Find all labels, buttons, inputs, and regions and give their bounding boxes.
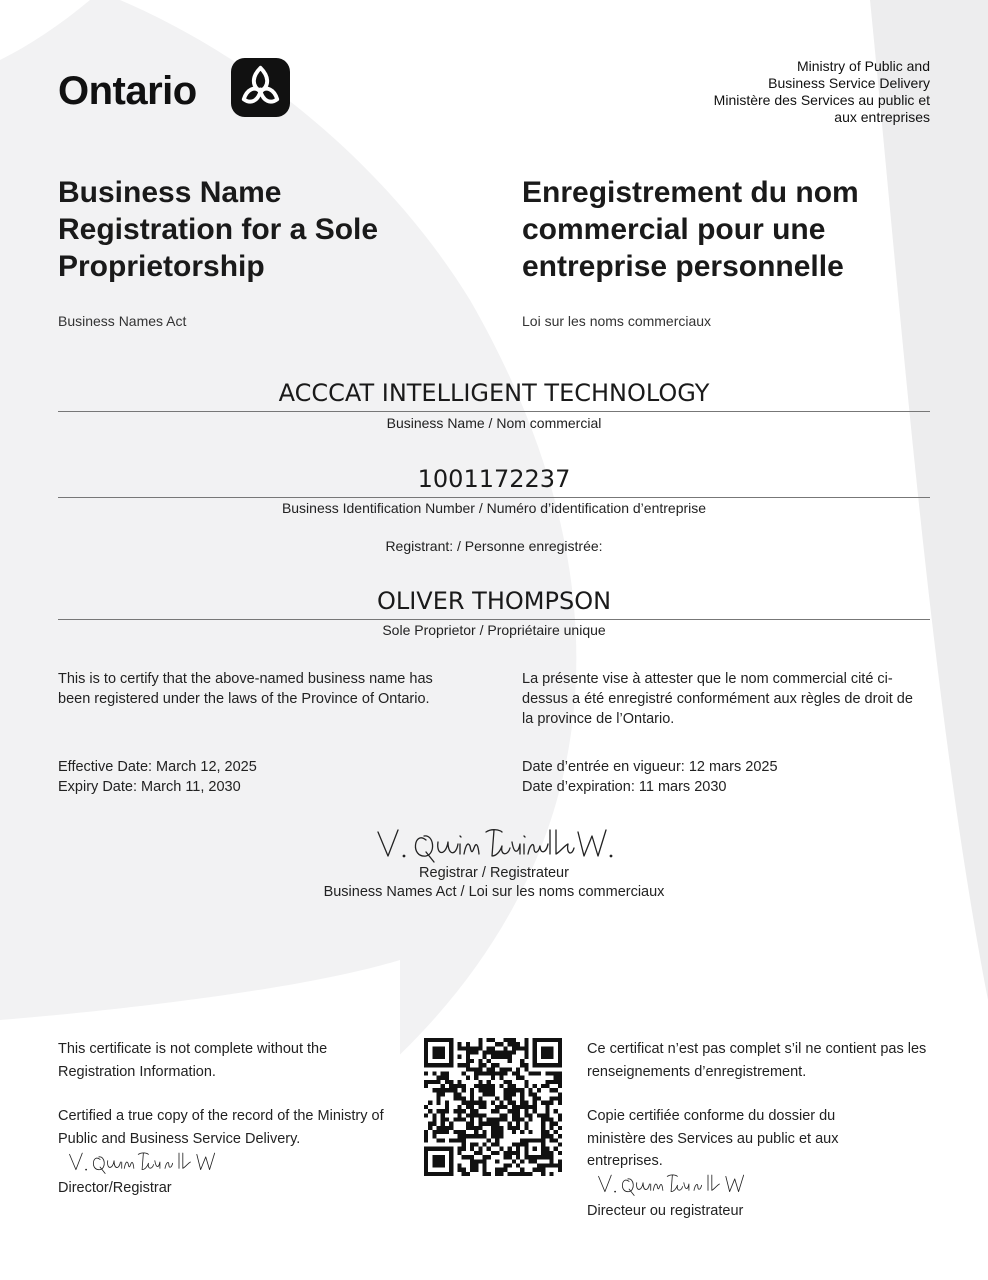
- effective-date-french: Date d’entrée en vigueur: 12 mars 2025: [522, 759, 778, 775]
- registrar-signature: [374, 822, 616, 866]
- bin-value: 1001172237: [417, 465, 571, 493]
- ministry-line: Business Service Delivery: [768, 75, 930, 91]
- act-name-french: Loi sur les noms commerciaux: [522, 313, 712, 329]
- registrant-name: OLIVER THOMPSON: [376, 587, 612, 615]
- trillium-icon: [231, 58, 290, 117]
- title-french: Enregistrement du nom commercial pour une entreprise personnelle: [522, 176, 859, 283]
- ministry-name: [714, 58, 930, 126]
- qr-code-icon: [424, 1038, 562, 1176]
- registrant-role: Sole Proprietor / Propriétaire unique: [382, 622, 606, 638]
- certified-copy-french: Copie certifiée conforme du dossier du ministère des Services au public et aux entreprises.: [587, 1108, 839, 1169]
- incomplete-notice-english: This certificate is not complete without the Registration Information.: [58, 1041, 328, 1080]
- director-title-french: Directeur ou registrateur: [587, 1203, 744, 1219]
- business-name-value: ACCCAT INTELLIGENT TECHNOLOGY: [278, 379, 710, 407]
- incomplete-notice-french: Ce certificat n’est pas complet s’il ne contient pas les renseignements d’enregistrement.: [587, 1041, 927, 1080]
- director-signature-english: [64, 1148, 224, 1176]
- expiry-date-english: Expiry Date: March 11, 2030: [58, 779, 241, 795]
- director-signature-french: [593, 1170, 753, 1198]
- title-english: Business Name Registration for a Sole Proprietorship: [58, 176, 379, 283]
- bin-label: Business Identification Number / Numéro d’identification d’entreprise: [281, 500, 707, 516]
- act-name-english: Business Names Act: [58, 313, 187, 329]
- effective-date-english: Effective Date: March 12, 2025: [58, 759, 257, 775]
- registrar-act: Business Names Act / Loi sur les noms commerciaux: [323, 884, 665, 900]
- director-title-english: Director/Registrar: [58, 1180, 172, 1196]
- business-name-label: Business Name / Nom commercial: [386, 415, 602, 431]
- certify-french: La présente vise à attester que le nom commercial cité ci-dessus a été enregistré conformément aux règles de droit de la province de l’Ontario.: [522, 671, 913, 727]
- business-name-underline: [58, 411, 930, 412]
- registrar-title: Registrar / Registrateur: [419, 865, 569, 881]
- ontario-logo-text: Ontario: [58, 69, 197, 113]
- ministry-line: Ministry of Public and: [796, 58, 930, 74]
- registrant-underline: [58, 619, 930, 620]
- expiry-date-french: Date d’expiration: 11 mars 2030: [522, 779, 727, 795]
- bin-underline: [58, 497, 930, 498]
- certify-english: This is to certify that the above-named business name has been registered under the laws of the Province of Ontario.: [58, 671, 433, 707]
- registrant-label: Registrant: / Personne enregistrée:: [385, 538, 603, 554]
- ministry-line: Ministère des Services au public et: [713, 92, 930, 108]
- ministry-line: aux entreprises: [834, 109, 930, 125]
- certified-copy-english: Certified a true copy of the record of the Ministry of Public and Business Service Delivery.: [58, 1108, 384, 1147]
